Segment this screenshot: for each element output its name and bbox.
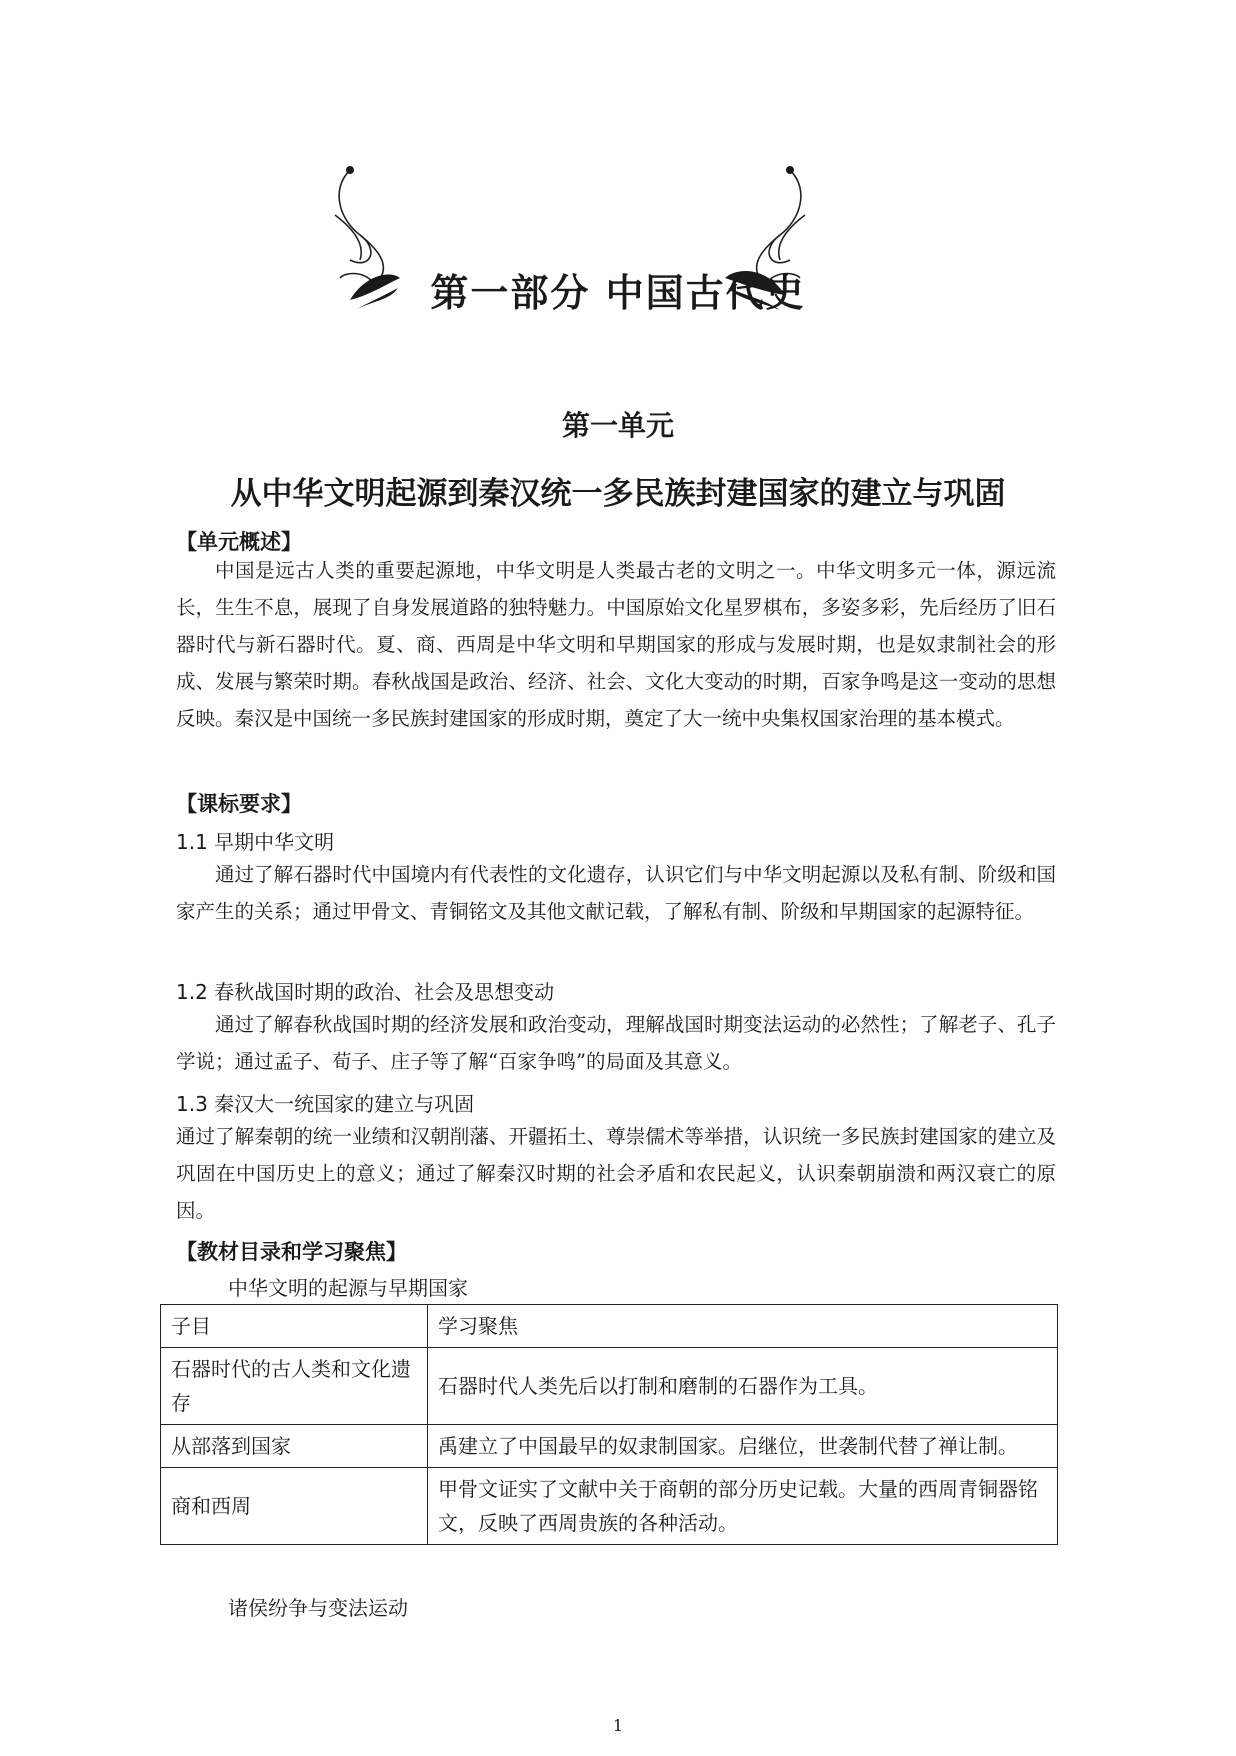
part-title: 第一部分 中国古代史 — [430, 271, 806, 315]
catalog-heading: 【教材目录和学习聚焦】 — [176, 1240, 407, 1264]
table-row — [161, 1468, 1058, 1545]
standard-title: 1.2 春秋战国时期的政治、社会及思想变动 — [176, 980, 555, 1004]
unit-title: 从中华文明起源到秦汉统一多民族封建国家的建立与巩固 — [230, 476, 1006, 512]
table-header-row — [161, 1305, 1058, 1348]
standards-heading: 【课标要求】 — [176, 792, 302, 816]
next-table-caption: 诸侯纷争与变法运动 — [228, 1596, 408, 1620]
table-row — [161, 1425, 1058, 1468]
unit-number: 第一单元 — [561, 409, 674, 442]
standard-title: 1.3 秦汉大一统国家的建立与巩固 — [176, 1092, 475, 1116]
table-header-cell: 子目 — [161, 1305, 428, 1348]
standard-title: 1.1 早期中华文明 — [176, 830, 335, 854]
table-cell: 甲骨文证实了文献中关于商朝的部分历史记载。大量的西周青铜器铭文，反映了西周贵族的各种活动。 — [428, 1468, 1058, 1545]
table-header-cell: 学习聚焦 — [428, 1305, 1058, 1348]
study-focus-table — [160, 1304, 1058, 1545]
table-caption: 中华文明的起源与早期国家 — [228, 1276, 468, 1300]
standard-text: 通过了解秦朝的统一业绩和汉朝削藩、开疆拓土、尊崇儒术等举措，认识统一多民族封建国家的建立及巩固在中国历史上的意义；通过了解秦汉时期的社会矛盾和农民起义，认识秦朝崩溃和两汉衰亡的原因。 — [176, 1125, 1056, 1222]
standard-text: 通过了解石器时代中国境内有代表性的文化遗存，认识它们与中华文明起源以及私有制、阶级和国家产生的关系；通过甲骨文、青铜铭文及其他文献记载，了解私有制、阶级和早期国家的起源特征。 — [176, 863, 1056, 923]
standard-text: 通过了解春秋战国时期的经济发展和政治变动，理解战国时期变法运动的必然性；了解老子、孔子学说；通过孟子、荀子、庄子等了解“百家争鸣”的局面及其意义。 — [176, 1013, 1056, 1073]
page-number: 1 — [612, 1716, 624, 1735]
table-cell: 石器时代的古人类和文化遗存 — [161, 1348, 428, 1425]
table-cell: 商和西周 — [161, 1468, 428, 1545]
table-row — [161, 1348, 1058, 1425]
overview-heading: 【单元概述】 — [176, 530, 302, 554]
table-cell: 石器时代人类先后以打制和磨制的石器作为工具。 — [428, 1348, 1058, 1425]
table-cell: 禹建立了中国最早的奴隶制国家。启继位，世袭制代替了禅让制。 — [428, 1425, 1058, 1468]
table-cell: 从部落到国家 — [161, 1425, 428, 1468]
overview-text: 中国是远古人类的重要起源地，中华文明是人类最古老的文明之一。中华文明多元一体，源远流长，生生不息，展现了自身发展道路的独特魅力。中国原始文化星罗棋布，多姿多彩，先后经历了旧石器时代与新石器时代。夏、商、西周是中华文明和早期国家的形成与发展时期，也是奴隶制社会的形成、发展与繁荣时期。春秋战国是政治、经济、社会、文化大变动的时期，百家争鸣是这一变动的思想反映。秦汉是中国统一多民族封建国家的形成时期，奠定了大一统中央集权国家治理的基本模式。 — [176, 559, 1056, 730]
